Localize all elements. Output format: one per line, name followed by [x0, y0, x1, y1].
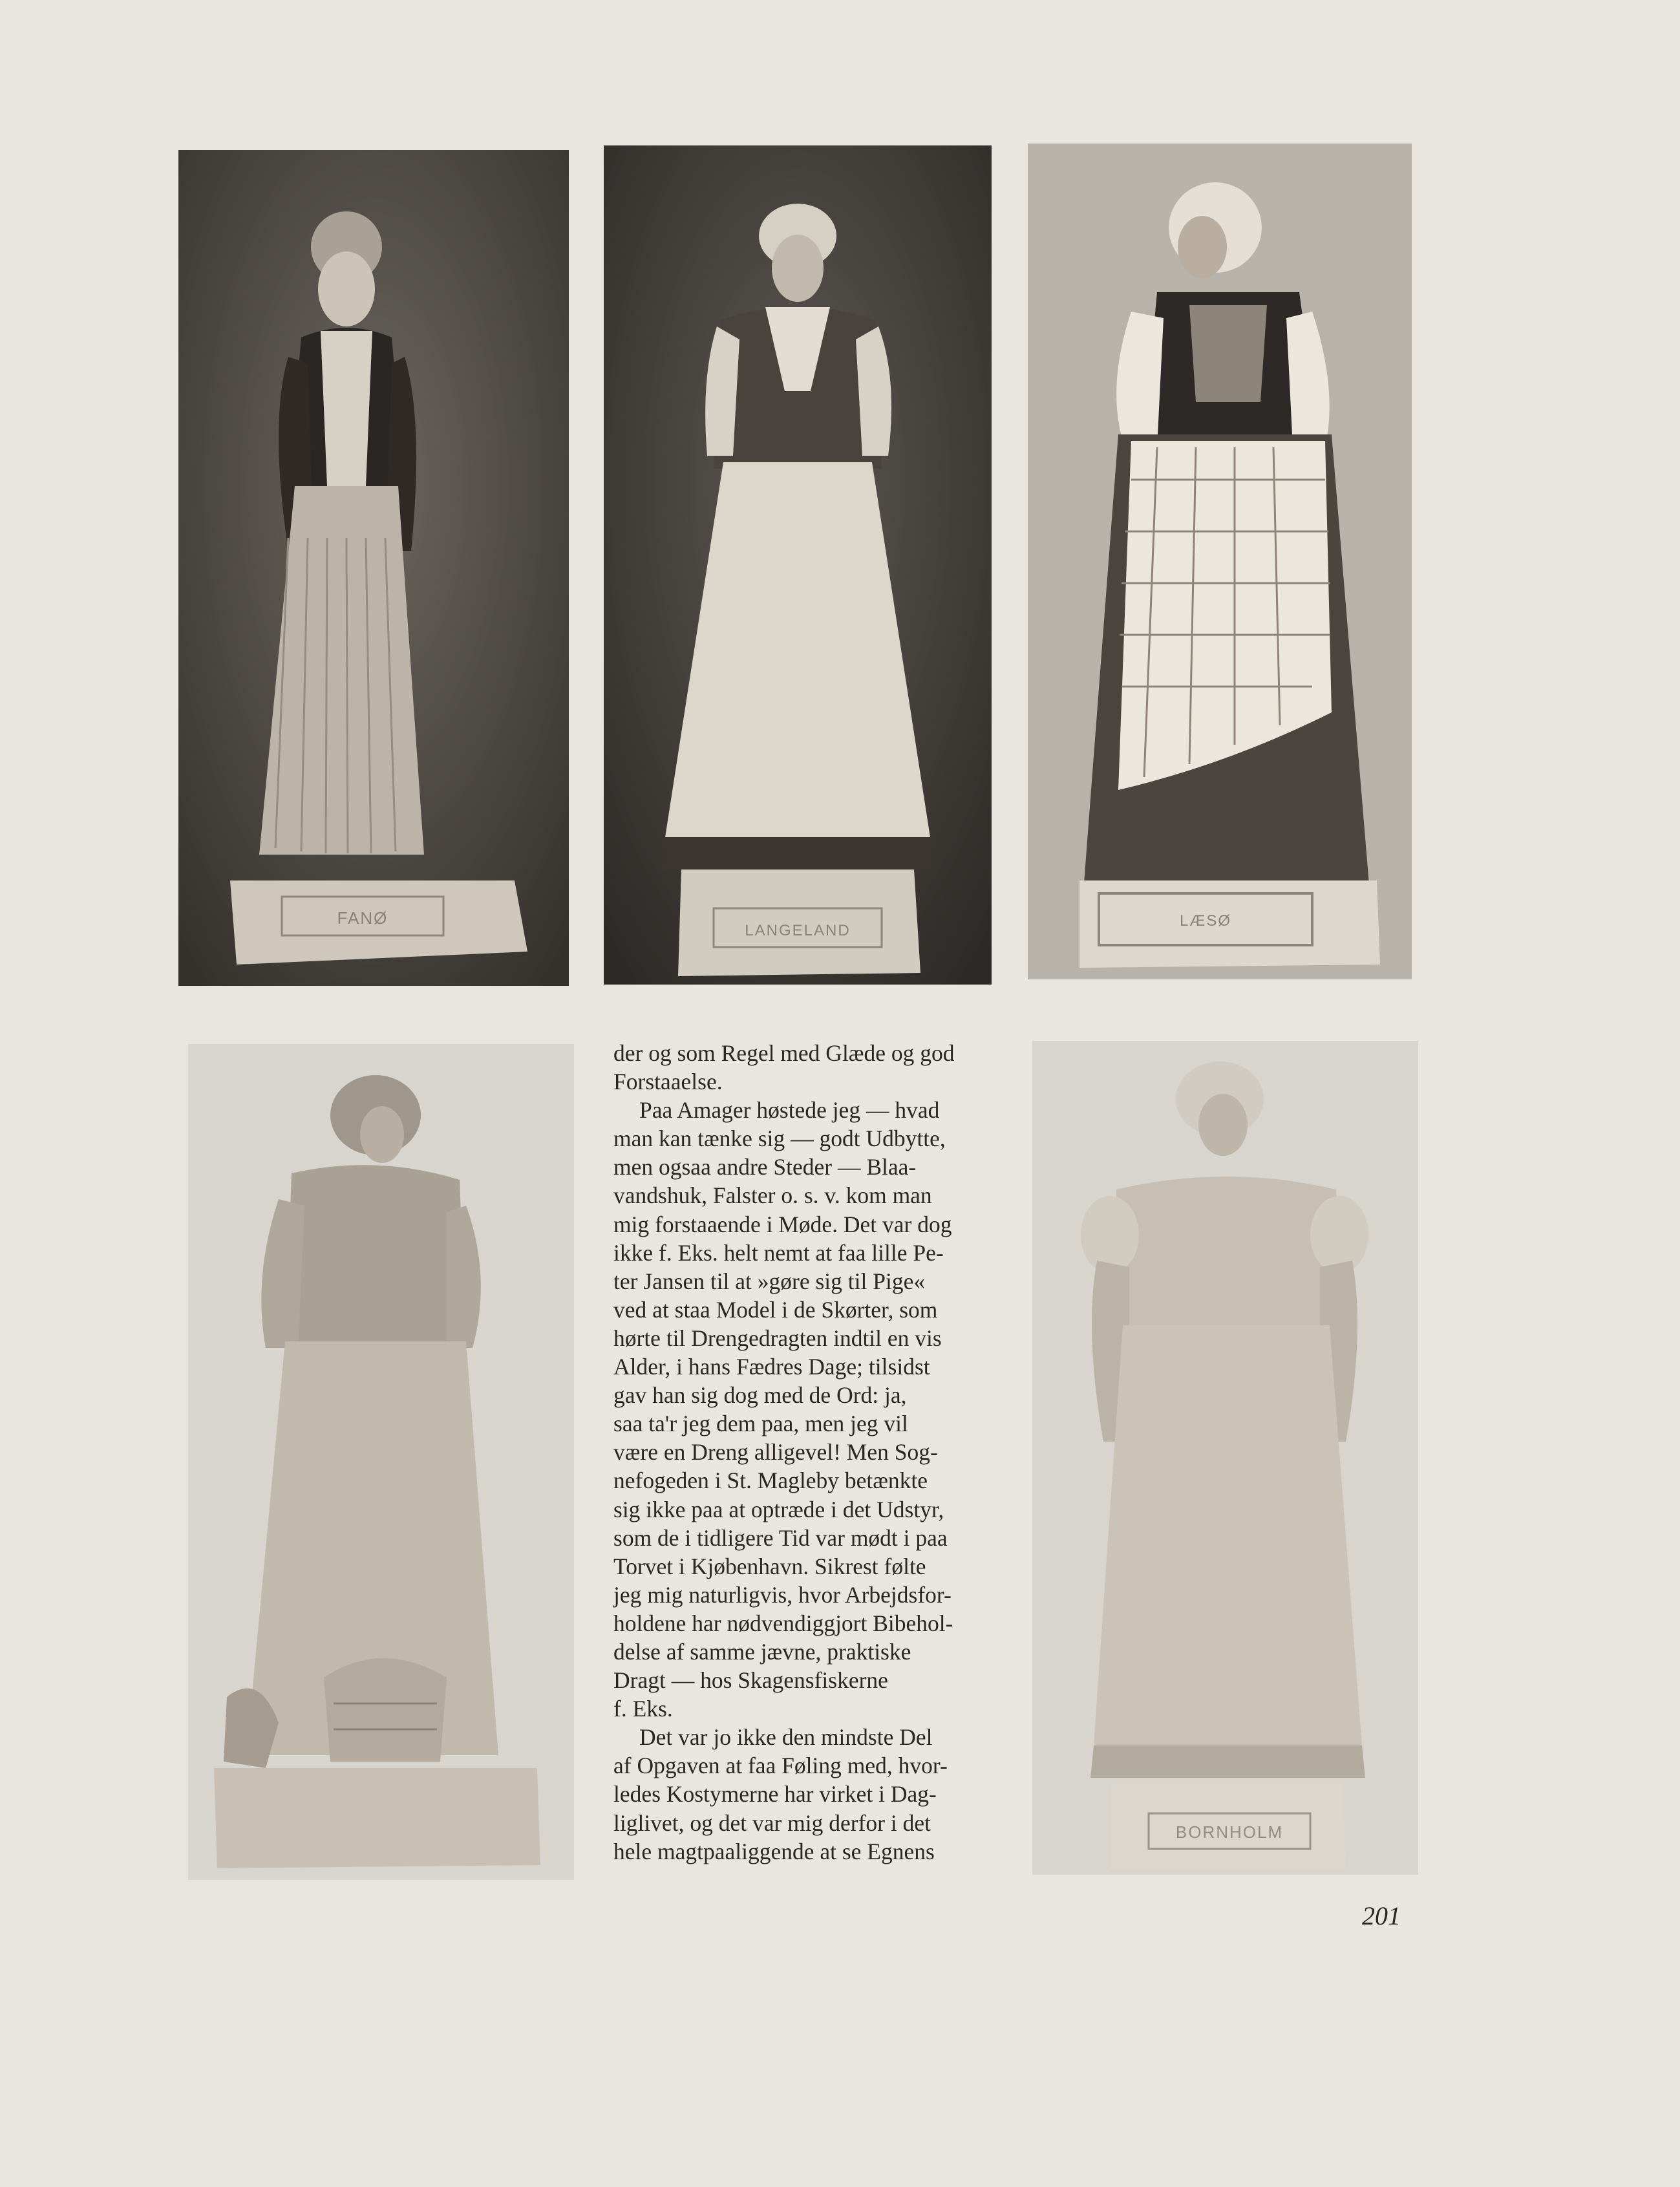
text-line: Det var jo ikke den mindste Del [639, 1724, 933, 1751]
text-line: nefogeden i St. Magleby betænkte [613, 1467, 928, 1494]
text-line: vandshuk, Falster o. s. v. kom man [613, 1182, 932, 1209]
text-line: f. Eks. [613, 1696, 673, 1722]
text-line: saa ta'r jeg dem paa, men jeg vil [613, 1411, 908, 1437]
text-line: men ogsaa andre Steder — Blaa- [613, 1154, 917, 1180]
plinth-label-bornholm: BORNHOLM [1175, 1822, 1284, 1842]
text-line: ter Jansen til at »gøre sig til Pige« [613, 1268, 926, 1294]
text-line: Forstaaelse. [613, 1069, 723, 1095]
plinth-label-laeso: LÆSØ [1179, 912, 1232, 930]
text-line: mig forstaaende i Møde. Det var dog [613, 1211, 952, 1237]
figurine-photo-market-woman [188, 1044, 574, 1880]
figurine-photo-bornholm [1032, 1041, 1418, 1875]
text-line: liglivet, og det var mig derfor i det [613, 1809, 931, 1836]
text-line: ved at staa Model i de Skørter, som [613, 1296, 938, 1323]
text-line: hele magtpaaliggende at se Egnens [613, 1838, 935, 1864]
text-line: gav han sig dog med de Ord: ja, [613, 1382, 907, 1409]
plinth-label-fano: FANØ [337, 908, 388, 928]
text-line: som de i tidligere Tid var mødt i paa [613, 1524, 948, 1551]
page-number: 201 [1362, 1901, 1401, 1930]
text-line: der og som Regel med Glæde og god [613, 1040, 955, 1066]
body-text-column [613, 1039, 995, 1866]
text-line: delse af samme jævne, praktiske [613, 1638, 911, 1665]
text-line: ikke f. Eks. helt nemt at faa lille Pe- [613, 1239, 944, 1266]
figurine-photo-fano [178, 150, 569, 986]
text-line: af Opgaven at faa Føling med, hvor- [613, 1753, 948, 1779]
text-line: Alder, i hans Fædres Dage; tilsidst [613, 1354, 930, 1380]
text-line: være en Dreng alligevel! Men Sog- [613, 1439, 938, 1466]
text-line: Dragt — hos Skagensfiskerne [613, 1667, 888, 1694]
text-line: Torvet i Kjøbenhavn. Sikrest følte [613, 1553, 926, 1579]
text-line: hørte til Drengedragten indtil en vis [613, 1325, 942, 1351]
text-line: Paa Amager høstede jeg — hvad [639, 1097, 940, 1124]
text-line: jeg mig naturligvis, hvor Arbejdsfor- [613, 1581, 952, 1608]
text-line: man kan tænke sig — godt Udbytte, [613, 1126, 946, 1152]
figurine-photo-laeso [1028, 144, 1412, 979]
text-line: ledes Kostymerne har virket i Dag- [613, 1781, 937, 1808]
text-line: sig ikke paa at optræde i det Udstyr, [613, 1496, 944, 1522]
plinth-label-langeland: LANGELAND [745, 922, 851, 939]
figurine-photo-langeland [604, 145, 992, 985]
text-line: holdene har nødvendiggjort Bibehol- [613, 1610, 953, 1636]
